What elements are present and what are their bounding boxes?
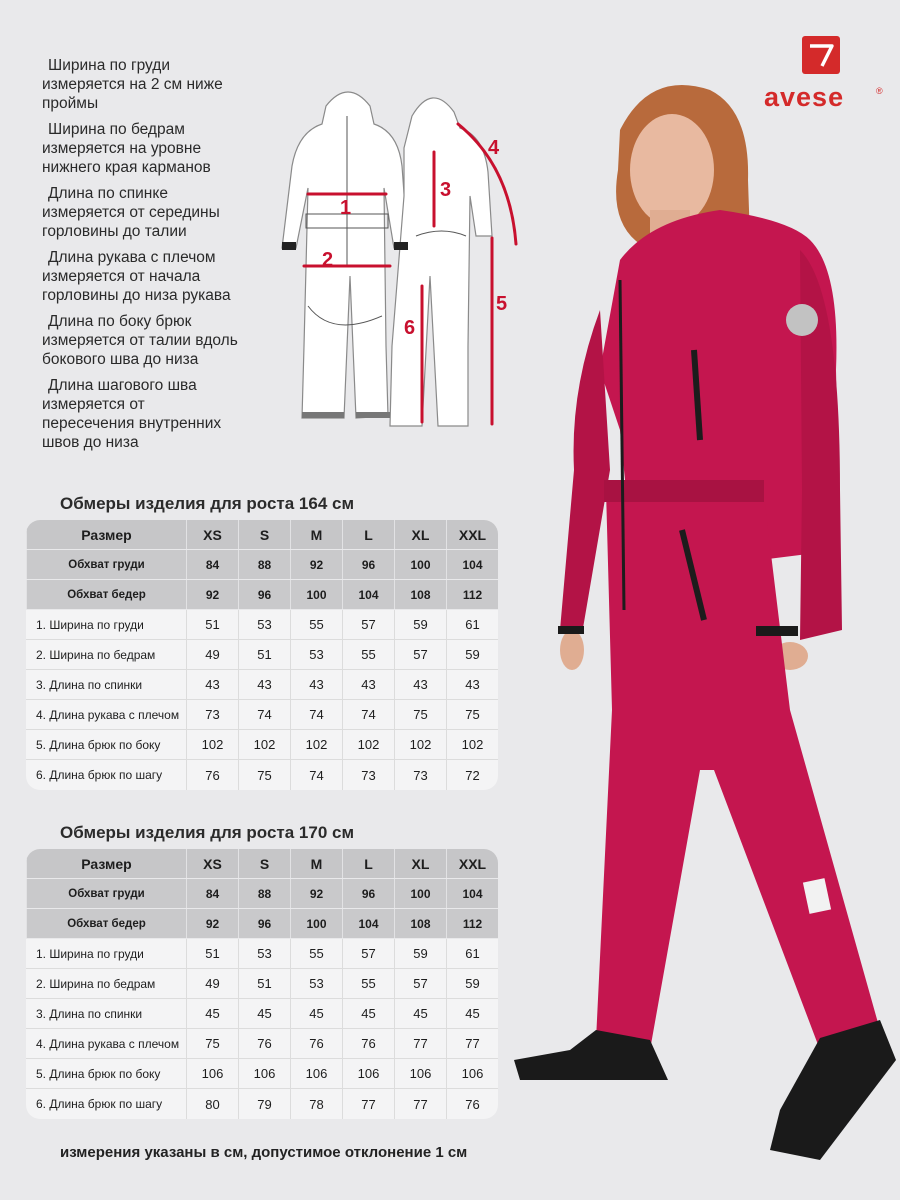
size-value: 77 [446, 1029, 498, 1058]
size-value: 108 [394, 909, 446, 938]
girth-row [26, 879, 498, 909]
measurement-row [26, 700, 498, 730]
girth-row [26, 909, 498, 939]
size-value: 73 [186, 700, 238, 729]
marker-3: 3 [440, 179, 452, 201]
size-value: 76 [290, 1029, 342, 1058]
size-value: 76 [446, 1089, 498, 1119]
size-value: 45 [238, 999, 290, 1028]
size-value: XS [186, 520, 238, 549]
size-value: 43 [290, 670, 342, 699]
instruction-4 [42, 248, 272, 305]
size-value: 77 [342, 1089, 394, 1119]
size-value: 104 [446, 879, 498, 908]
size-value: 88 [238, 879, 290, 908]
size-value: S [238, 520, 290, 549]
size-value: 72 [446, 760, 498, 790]
instruction-line: швов до низа [42, 434, 139, 451]
row-label: 1. Ширина по груди [36, 617, 144, 632]
size-value: 51 [186, 610, 238, 639]
row-label: 5. Длина брюк по боку [36, 737, 161, 752]
size-value: 45 [446, 999, 498, 1028]
brand-registered-mark: ® [876, 86, 883, 96]
size-value: XL [394, 520, 446, 549]
size-value: 74 [290, 700, 342, 729]
model-photo [500, 70, 900, 1200]
row-label: Обхват груди [26, 550, 186, 579]
table-164-title: Обмеры изделия для роста 164 см [60, 494, 355, 513]
size-value: S [238, 849, 290, 878]
size-value: 59 [446, 640, 498, 669]
instruction-line: проймы [42, 95, 99, 112]
measurement-row [26, 730, 498, 760]
row-label: 2. Ширина по бедрам [36, 976, 156, 991]
marker-1: 1 [340, 197, 352, 219]
size-value: 43 [186, 670, 238, 699]
measurement-row [26, 1059, 498, 1089]
measurement-row [26, 760, 498, 790]
size-value: 92 [186, 909, 238, 938]
size-value: 45 [186, 999, 238, 1028]
instruction-line: Ширина по бедрам [48, 121, 185, 138]
instruction-line: измеряется от середины [42, 204, 220, 221]
size-value: 104 [342, 580, 394, 609]
size-value: 43 [342, 670, 394, 699]
size-value: 57 [342, 610, 394, 639]
row-label: 3. Длина по спинки [36, 677, 143, 692]
instruction-line: измеряется на 2 см ниже [42, 76, 223, 93]
size-value: 51 [186, 939, 238, 968]
size-value: 55 [290, 939, 342, 968]
size-table-170 [26, 849, 498, 1119]
size-value: 102 [290, 730, 342, 759]
size-value: 77 [394, 1029, 446, 1058]
size-value: 96 [342, 879, 394, 908]
size-value: 49 [186, 640, 238, 669]
size-value: 77 [394, 1089, 446, 1119]
size-value: 102 [186, 730, 238, 759]
size-value: 57 [394, 969, 446, 998]
brand-mark-icon [802, 36, 840, 74]
size-value: 73 [342, 760, 394, 790]
measurement-row [26, 969, 498, 999]
size-value: 55 [342, 969, 394, 998]
size-value: 75 [446, 700, 498, 729]
size-value: 108 [394, 580, 446, 609]
measurement-row [26, 1089, 498, 1119]
size-table-164 [26, 520, 498, 790]
size-value: XS [186, 849, 238, 878]
size-value: 100 [290, 580, 342, 609]
size-value: 92 [290, 879, 342, 908]
size-value: 74 [342, 700, 394, 729]
instruction-line: измеряется от талии вдоль [42, 332, 238, 349]
size-value: M [290, 520, 342, 549]
girth-row [26, 580, 498, 610]
marker-4: 4 [488, 137, 500, 159]
size-value: 59 [394, 610, 446, 639]
table-header-row [26, 849, 498, 879]
brand-wordmark: avese [764, 82, 845, 112]
size-value: 51 [238, 969, 290, 998]
instruction-line: бокового шва до низа [42, 351, 199, 368]
size-value: 75 [238, 760, 290, 790]
row-label: 6. Длина брюк по шагу [36, 1097, 163, 1111]
instruction-line: Длина шагового шва [48, 377, 197, 394]
row-label: 1. Ширина по груди [36, 946, 144, 961]
size-value: 106 [342, 1059, 394, 1088]
size-value: 43 [238, 670, 290, 699]
size-value: 88 [238, 550, 290, 579]
girth-row [26, 550, 498, 580]
size-value: 96 [238, 909, 290, 938]
measurement-instructions [42, 56, 272, 459]
size-value: 102 [446, 730, 498, 759]
size-value: 106 [290, 1059, 342, 1088]
row-label: 4. Длина рукава с плечом [36, 1036, 180, 1051]
instruction-line: измеряется от [42, 396, 145, 413]
size-value: L [342, 849, 394, 878]
instruction-line: горловины до талии [42, 223, 187, 240]
marker-2: 2 [322, 249, 334, 271]
instruction-line: нижнего края карманов [42, 159, 211, 176]
size-value: 55 [342, 640, 394, 669]
size-value: 45 [394, 999, 446, 1028]
size-value: 92 [186, 580, 238, 609]
size-value: 100 [394, 550, 446, 579]
size-value: 76 [238, 1029, 290, 1058]
size-value: 104 [342, 909, 394, 938]
row-label: Обхват бедер [26, 909, 186, 938]
size-value: 51 [238, 640, 290, 669]
instruction-line: Ширина по груди [48, 57, 170, 74]
size-value: M [290, 849, 342, 878]
measurement-row [26, 640, 498, 670]
size-value: 74 [238, 700, 290, 729]
size-value: 102 [342, 730, 394, 759]
size-value: 96 [238, 580, 290, 609]
size-value: 59 [446, 969, 498, 998]
size-value: XL [394, 849, 446, 878]
size-value: 112 [446, 909, 498, 938]
size-value: XXL [446, 849, 498, 878]
size-value: 53 [290, 969, 342, 998]
size-value: 100 [394, 879, 446, 908]
size-value: 102 [238, 730, 290, 759]
size-value: 57 [342, 939, 394, 968]
size-value: 43 [394, 670, 446, 699]
row-label: Размер [26, 520, 186, 549]
row-label: 4. Длина рукава с плечом [36, 707, 180, 722]
size-value: 84 [186, 879, 238, 908]
instruction-3 [42, 184, 272, 241]
size-value: 75 [394, 700, 446, 729]
row-label: Размер [26, 849, 186, 878]
size-value: XXL [446, 520, 498, 549]
size-value: 75 [186, 1029, 238, 1058]
size-value: 76 [186, 760, 238, 790]
size-value: 43 [446, 670, 498, 699]
row-label: 2. Ширина по бедрам [36, 647, 156, 662]
size-value: 53 [238, 939, 290, 968]
size-value: 53 [290, 640, 342, 669]
size-value: 45 [290, 999, 342, 1028]
size-value: 106 [446, 1059, 498, 1088]
row-label: Обхват груди [26, 879, 186, 908]
size-value: 45 [342, 999, 394, 1028]
size-value: 112 [446, 580, 498, 609]
size-value: 104 [446, 550, 498, 579]
instruction-2 [42, 120, 272, 177]
measurement-row [26, 999, 498, 1029]
size-value: 80 [186, 1089, 238, 1119]
size-value: 106 [186, 1059, 238, 1088]
instruction-line: Длина по боку брюк [48, 313, 192, 330]
measurement-row [26, 610, 498, 640]
instruction-line: Длина по спинке [48, 185, 168, 202]
measurement-row [26, 670, 498, 700]
size-value: 74 [290, 760, 342, 790]
instruction-line: измеряется от начала [42, 268, 201, 285]
row-label: 6. Длина брюк по шагу [36, 768, 163, 782]
size-value: 102 [394, 730, 446, 759]
size-value: 57 [394, 640, 446, 669]
size-value: 84 [186, 550, 238, 579]
size-value: 78 [290, 1089, 342, 1119]
size-value: 73 [394, 760, 446, 790]
instruction-6 [42, 376, 272, 452]
size-value: 59 [394, 939, 446, 968]
measurement-row [26, 939, 498, 969]
row-label: Обхват бедер [26, 580, 186, 609]
size-value: 61 [446, 939, 498, 968]
size-value: 53 [238, 610, 290, 639]
size-value: 55 [290, 610, 342, 639]
row-label: 3. Длина по спинки [36, 1006, 143, 1021]
size-value: 61 [446, 610, 498, 639]
instruction-1 [42, 56, 272, 113]
measurement-footnote: измерения указаны в см, допустимое отклонение 1 см [60, 1144, 468, 1161]
instruction-line: Длина рукава с плечом [48, 249, 216, 266]
size-value: 79 [238, 1089, 290, 1119]
size-value: 106 [238, 1059, 290, 1088]
row-label: 5. Длина брюк по боку [36, 1066, 161, 1081]
size-value: 106 [394, 1059, 446, 1088]
instruction-line: измеряется на уровне [42, 140, 202, 157]
marker-5: 5 [496, 293, 508, 315]
instruction-5 [42, 312, 272, 369]
table-170-title: Обмеры изделия для роста 170 см [60, 823, 355, 842]
instruction-line: пересечения внутренних [42, 415, 222, 432]
size-value: 92 [290, 550, 342, 579]
marker-6: 6 [404, 317, 416, 339]
size-value: 76 [342, 1029, 394, 1058]
size-value: 49 [186, 969, 238, 998]
size-value: 100 [290, 909, 342, 938]
size-value: 96 [342, 550, 394, 579]
table-header-row [26, 520, 498, 550]
instruction-line: горловины до низа рукава [42, 287, 231, 304]
measurement-row [26, 1029, 498, 1059]
size-value: L [342, 520, 394, 549]
